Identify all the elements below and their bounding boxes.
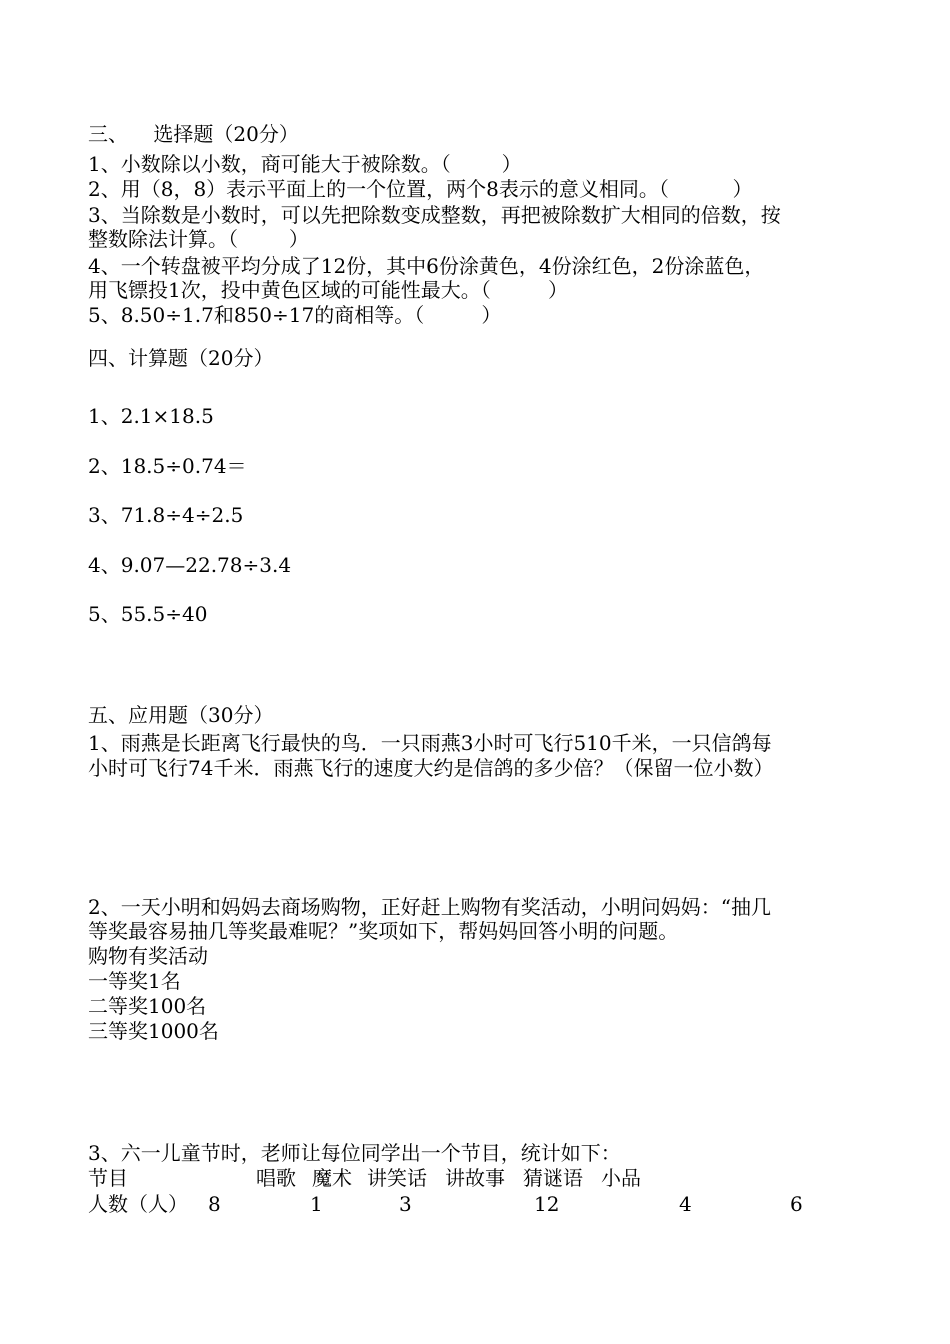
prize-second: 二等奖100名 [88,994,207,1018]
count-singing: 8 [208,1192,221,1216]
choice-question-3-line-2: 整数除法计算。（ ） [88,227,309,251]
word-problem-2-line-1: 2、一天小明和妈妈去商场购物，正好赶上购物有奖活动，小明问妈妈：“抽几 [88,895,771,919]
program-skit: 小品 [601,1166,641,1190]
calc-item-3: 3、71.8÷4÷2.5 [88,503,244,527]
count-jokes: 3 [399,1192,412,1216]
word-problem-3-line-1: 3、六一儿童节时，老师让每位同学出一个节目，统计如下： [88,1141,621,1165]
choice-question-3-line-1: 3、当除数是小数时，可以先把除数变成整数，再把被除数扩大相同的倍数，按 [88,203,781,227]
calc-item-2: 2、18.5÷0.74＝ [88,454,247,478]
program-magic: 魔术 [312,1166,352,1190]
count-stories: 12 [534,1192,560,1216]
program-riddles: 猜谜语 [523,1166,583,1190]
choice-question-1: 1、小数除以小数，商可能大于被除数。（ ） [88,152,522,176]
prize-first: 一等奖1名 [88,969,181,993]
choice-question-5: 5、8.50÷1.7和850÷17的商相等。（ ） [88,303,502,327]
word-problem-2-line-2: 等奖最容易抽几等奖最难呢？”奖项如下，帮妈妈回答小明的问题。 [88,919,679,943]
program-stories: 讲故事 [445,1166,505,1190]
calc-item-1: 1、2.1×18.5 [88,404,214,428]
choice-question-4-line-1: 4、一个转盘被平均分成了12份，其中6份涂黄色，4份涂红色，2份涂蓝色， [88,254,765,278]
choice-question-2: 2、用（8，8）表示平面上的一个位置，两个8表示的意义相同。（ ） [88,177,753,201]
word-problem-1-line-1: 1、雨燕是长距离飞行最快的鸟．一只雨燕3小时可飞行510千米，一只信鸽每 [88,731,772,755]
section-5-title: 五、应用题（30分） [88,703,274,727]
calc-item-5: 5、55.5÷40 [88,602,208,626]
word-problem-1-line-2: 小时可飞行74千米．雨燕飞行的速度大约是信鸽的多少倍？（保留一位小数） [88,756,774,780]
count-riddles: 4 [679,1192,692,1216]
program-jokes: 讲笑话 [367,1166,427,1190]
count-row-label: 人数（人） [88,1192,188,1216]
count-magic: 1 [310,1192,323,1216]
section-4-title: 四、计算题（20分） [88,346,274,370]
prize-third: 三等奖1000名 [88,1019,219,1043]
program-row-label: 节目 [88,1166,128,1190]
count-skit: 6 [790,1192,803,1216]
prize-event-heading: 购物有奖活动 [88,944,208,968]
section-3-title: 三、 选择题（20分） [88,122,299,146]
calc-item-4: 4、9.07—22.78÷3.4 [88,553,292,577]
program-singing: 唱歌 [256,1166,296,1190]
choice-question-4-line-2: 用飞镖投1次，投中黄色区域的可能性最大。（ ） [88,278,568,302]
